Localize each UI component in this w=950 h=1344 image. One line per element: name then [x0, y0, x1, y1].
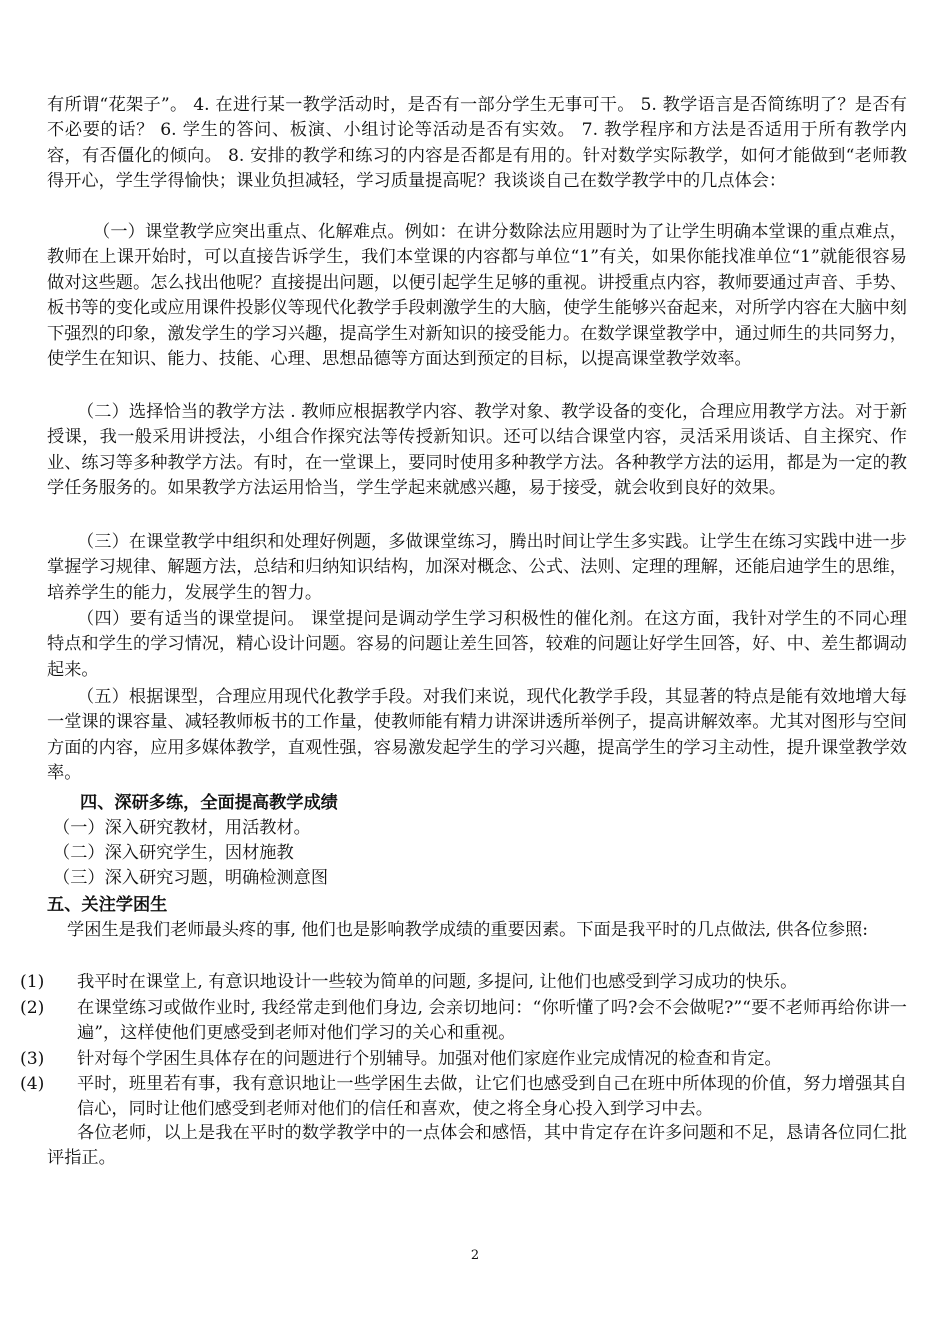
paragraph-point-4: （四）要有适当的课堂提问。 课堂提问是调动学生学习积极性的催化剂。在这方面，我针对学生的不同心理特点和学生的学习情况，精心设计问题。容易的问题让差生回答，较难的问题让好学生回答，好、中、差生都调动起来。: [47, 609, 907, 680]
page-number: 2: [470, 1248, 480, 1263]
list-item-text: 针对每个学困生具体存在的问题进行个别辅导。加强对他们家庭作业完成情况的检查和肯定。: [77, 1049, 782, 1069]
paragraph-point-2: （二）选择恰当的教学方法 . 教师应根据教学内容、教学对象、教学设备的变化，合理应用教学方法。对于新授课，我一般采用讲授法，小组合作探究法等传授新知识。还可以结合课堂内容，灵活采用谈话、自主探究、作业、练习等多种教学方法。有时，在一堂课上，要同时使用多种教学方法。各种教学方法的运用，都是为一定的教学任务服务的。如果教学方法运用恰当，学生学起来就感兴趣，易于接受，就会收到良好的效果。: [47, 402, 907, 499]
section-4-item: （二）深入研究学生，因材施教: [53, 843, 294, 863]
paragraph-intro: 有所谓“花架子”。 4. 在进行某一教学活动时，是否有一部分学生无事可干。 5. 教学语言是否简练明了？是否有不必要的话？ 6. 学生的答问、板演、小组讨论等活动是否有实效。 7. 教学程序和方法是否适用于所有教学内容，有否僵化的倾向。 8. 安排的教学和练习的内容是否都是有用的。针对数学实际教学，如何才能做到“老师教得开心，学生学得愉快；课业负担减轻，学习质量提高呢？我谈谈自己在数学教学中的几点体会：: [47, 95, 907, 192]
paragraph-point-3: （三）在课堂教学中组织和处理好例题，多做课堂练习，腾出时间让学生多实践。让学生在练习实践中进一步掌握学习规律、解题方法，总结和归纳知识结构，加深对概念、公式、法则、定理的理解，还能启迪学生的思维，培养学生的能力，发展学生的智力。: [47, 532, 907, 603]
list-item-number: (4): [20, 1074, 45, 1094]
list-item-number: (2): [20, 998, 45, 1018]
list-item-number: (1): [20, 972, 45, 992]
list-item-text: 在课堂练习或做作业时, 我经常走到他们身边, 会亲切地问：“你听懂了吗?会不会做呢?”“要不老师再给你讲一遍”，这样使他们更感受到老师对他们学习的关心和重视。: [77, 998, 907, 1044]
section-4-item: （一）深入研究教材，用活教材。: [53, 818, 311, 838]
paragraph-point-5: （五）根据课型，合理应用现代化教学手段。对我们来说，现代化教学手段，其显著的特点是能有效地增大每一堂课的课容量、减轻教师板书的工作量，使教师能有精力讲深讲透所举例子，提高讲解效率。尤其对图形与空间方面的内容，应用多媒体教学，直观性强，容易激发起学生的学习兴趣，提高学生的学习主动性，提升课堂教学效率。: [47, 687, 907, 784]
closing-paragraph: 各位老师，以上是我在平时的数学教学中的一点体会和感悟，其中肯定存在许多问题和不足，恳请各位同仁批评指正。: [47, 1123, 907, 1169]
section-4-heading: 四、深研多练，全面提高教学成绩: [80, 793, 338, 813]
paragraph-point-1: （一）课堂教学应突出重点、化解难点。例如：在讲分数除法应用题时为了让学生明确本堂课的重点难点，教师在上课开始时，可以直接告诉学生，我们本堂课的内容都与单位“1”有关，如果你能找准单位“1”就能很容易做对这些题。怎么找出他呢？直接提出问题，以便引起学生足够的重视。讲授重点内容，教师要通过声音、手势、板书等的变化或应用课件投影仪等现代化教学手段刺激学生的大脑，使学生能够兴奋起来，对所学内容在大脑中刻下强烈的印象，激发学生的学习兴趣，提高学生对新知识的接受能力。在数学课堂教学中，通过师生的共同努力，使学生在知识、能力、技能、心理、思想品德等方面达到预定的目标，以提高课堂教学效率。: [47, 222, 907, 370]
list-item-number: (3): [20, 1049, 45, 1069]
section-5-intro: 学困生是我们老师最头疼的事, 他们也是影响教学成绩的重要因素。下面是我平时的几点做法, 供各位参照:: [67, 920, 869, 940]
section-5-heading: 五、关注学困生: [47, 895, 168, 915]
list-item-text: 平时，班里若有事，我有意识地让一些学困生去做，让它们也感受到自己在班中所体现的价值，努力增强其自信心，同时让他们感受到老师对他们的信任和喜欢，使之将全身心投入到学习中去。: [77, 1074, 907, 1120]
section-4-item: （三）深入研究习题，明确检测意图: [53, 868, 329, 888]
list-item-text: 我平时在课堂上, 有意识地设计一些较为简单的问题, 多提问, 让他们也感受到学习成功的快乐。: [77, 972, 798, 992]
